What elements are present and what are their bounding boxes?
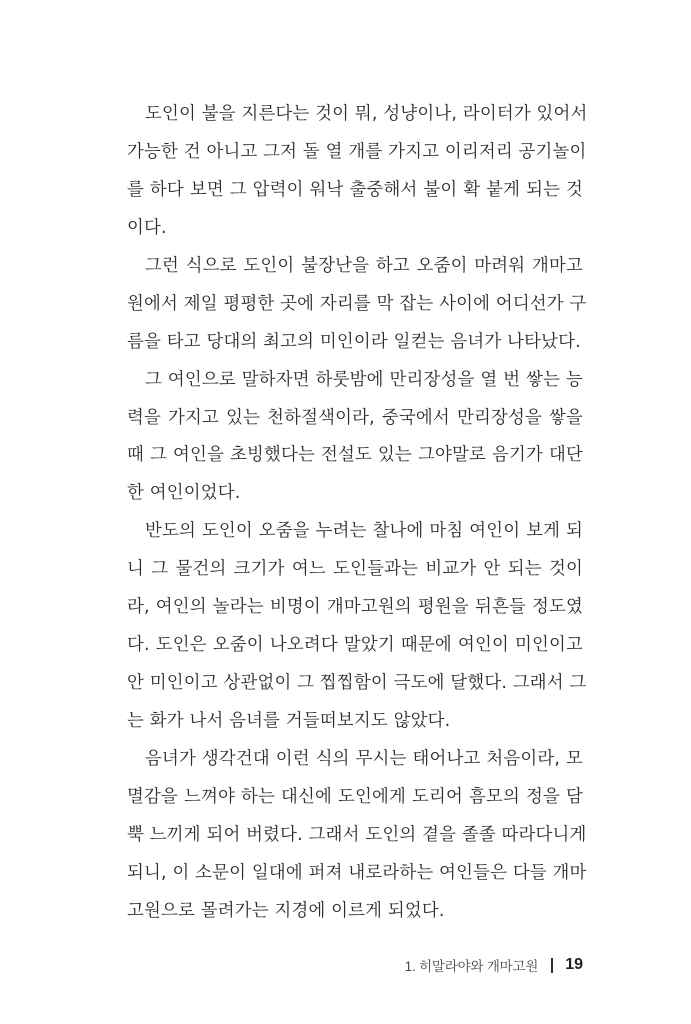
running-head: 1. 히말라야와 개마고원: [404, 959, 539, 974]
text-line: 때 그 여인을 초빙했다는 전설도 있는 그야말로 음기가 대단: [127, 445, 583, 466]
text-line: 그 여인으로 말하자면 하룻밤에 만리장성을 열 번 쌓는 능: [145, 369, 583, 390]
page-number: 19: [565, 956, 583, 973]
text-line: 라, 여인의 놀라는 비명이 개마고원의 평원을 뒤흔들 정도였: [127, 597, 583, 618]
paragraph-1: [127, 96, 588, 248]
paragraph-2: [127, 248, 587, 362]
text-line: 가능한 건 아니고 그저 돌 열 개를 가지고 이리저리 공기놀이: [127, 141, 587, 162]
body-text: [127, 96, 588, 931]
text-line: 되니, 이 소문이 일대에 퍼져 내로라하는 여인들은 다들 개마: [127, 862, 587, 883]
text-line: 원에서 제일 평평한 곳에 자리를 막 잡는 사이에 어디선가 구: [127, 293, 587, 314]
text-line: 다. 도인은 오줌이 나오려다 말았기 때문에 여인이 미인이고: [127, 635, 583, 656]
page-footer: [400, 952, 583, 978]
paragraph-3: [127, 362, 583, 514]
text-line: 반도의 도인이 오줌을 누려는 찰나에 마침 여인이 보게 되: [145, 521, 583, 542]
text-line: 력을 가지고 있는 천하절색이라, 중국에서 만리장성을 쌓을: [127, 407, 583, 428]
text-line: 니 그 물건의 크기가 여느 도인들과는 비교가 안 되는 것이: [127, 559, 583, 580]
paragraph-5: [127, 741, 587, 931]
text-line: 안 미인이고 상관없이 그 찝찝함이 극도에 달했다. 그래서 그: [127, 673, 587, 694]
text-line: 고원으로 몰려가는 지경에 이르게 되었다.: [127, 900, 445, 921]
text-line: 뿍 느끼게 되어 버렸다. 그래서 도인의 곁을 졸졸 따라다니게: [127, 824, 587, 845]
text-line: 멸감을 느껴야 하는 대신에 도인에게 도리어 흠모의 정을 담: [127, 786, 583, 807]
text-line: 도인이 불을 지른다는 것이 뭐, 성냥이나, 라이터가 있어서: [145, 104, 588, 124]
text-line: 는 화가 나서 음녀를 거들떠보지도 않았다.: [127, 711, 451, 731]
text-line: 그런 식으로 도인이 불장난을 하고 오줌이 마려워 개마고: [145, 255, 583, 276]
text-line: 를 하다 보면 그 압력이 워낙 출중해서 불이 확 붙게 되는 것: [127, 179, 583, 200]
text-line: 이다.: [127, 217, 167, 238]
text-line: 한 여인이었다.: [127, 483, 241, 504]
text-line: 음녀가 생각건대 이런 식의 무시는 태어나고 처음이라, 모: [145, 748, 583, 769]
paragraph-4: [127, 513, 587, 741]
footer-divider: [551, 958, 553, 973]
text-line: 름을 타고 당대의 최고의 미인이라 일컫는 음녀가 나타났다.: [127, 331, 581, 352]
